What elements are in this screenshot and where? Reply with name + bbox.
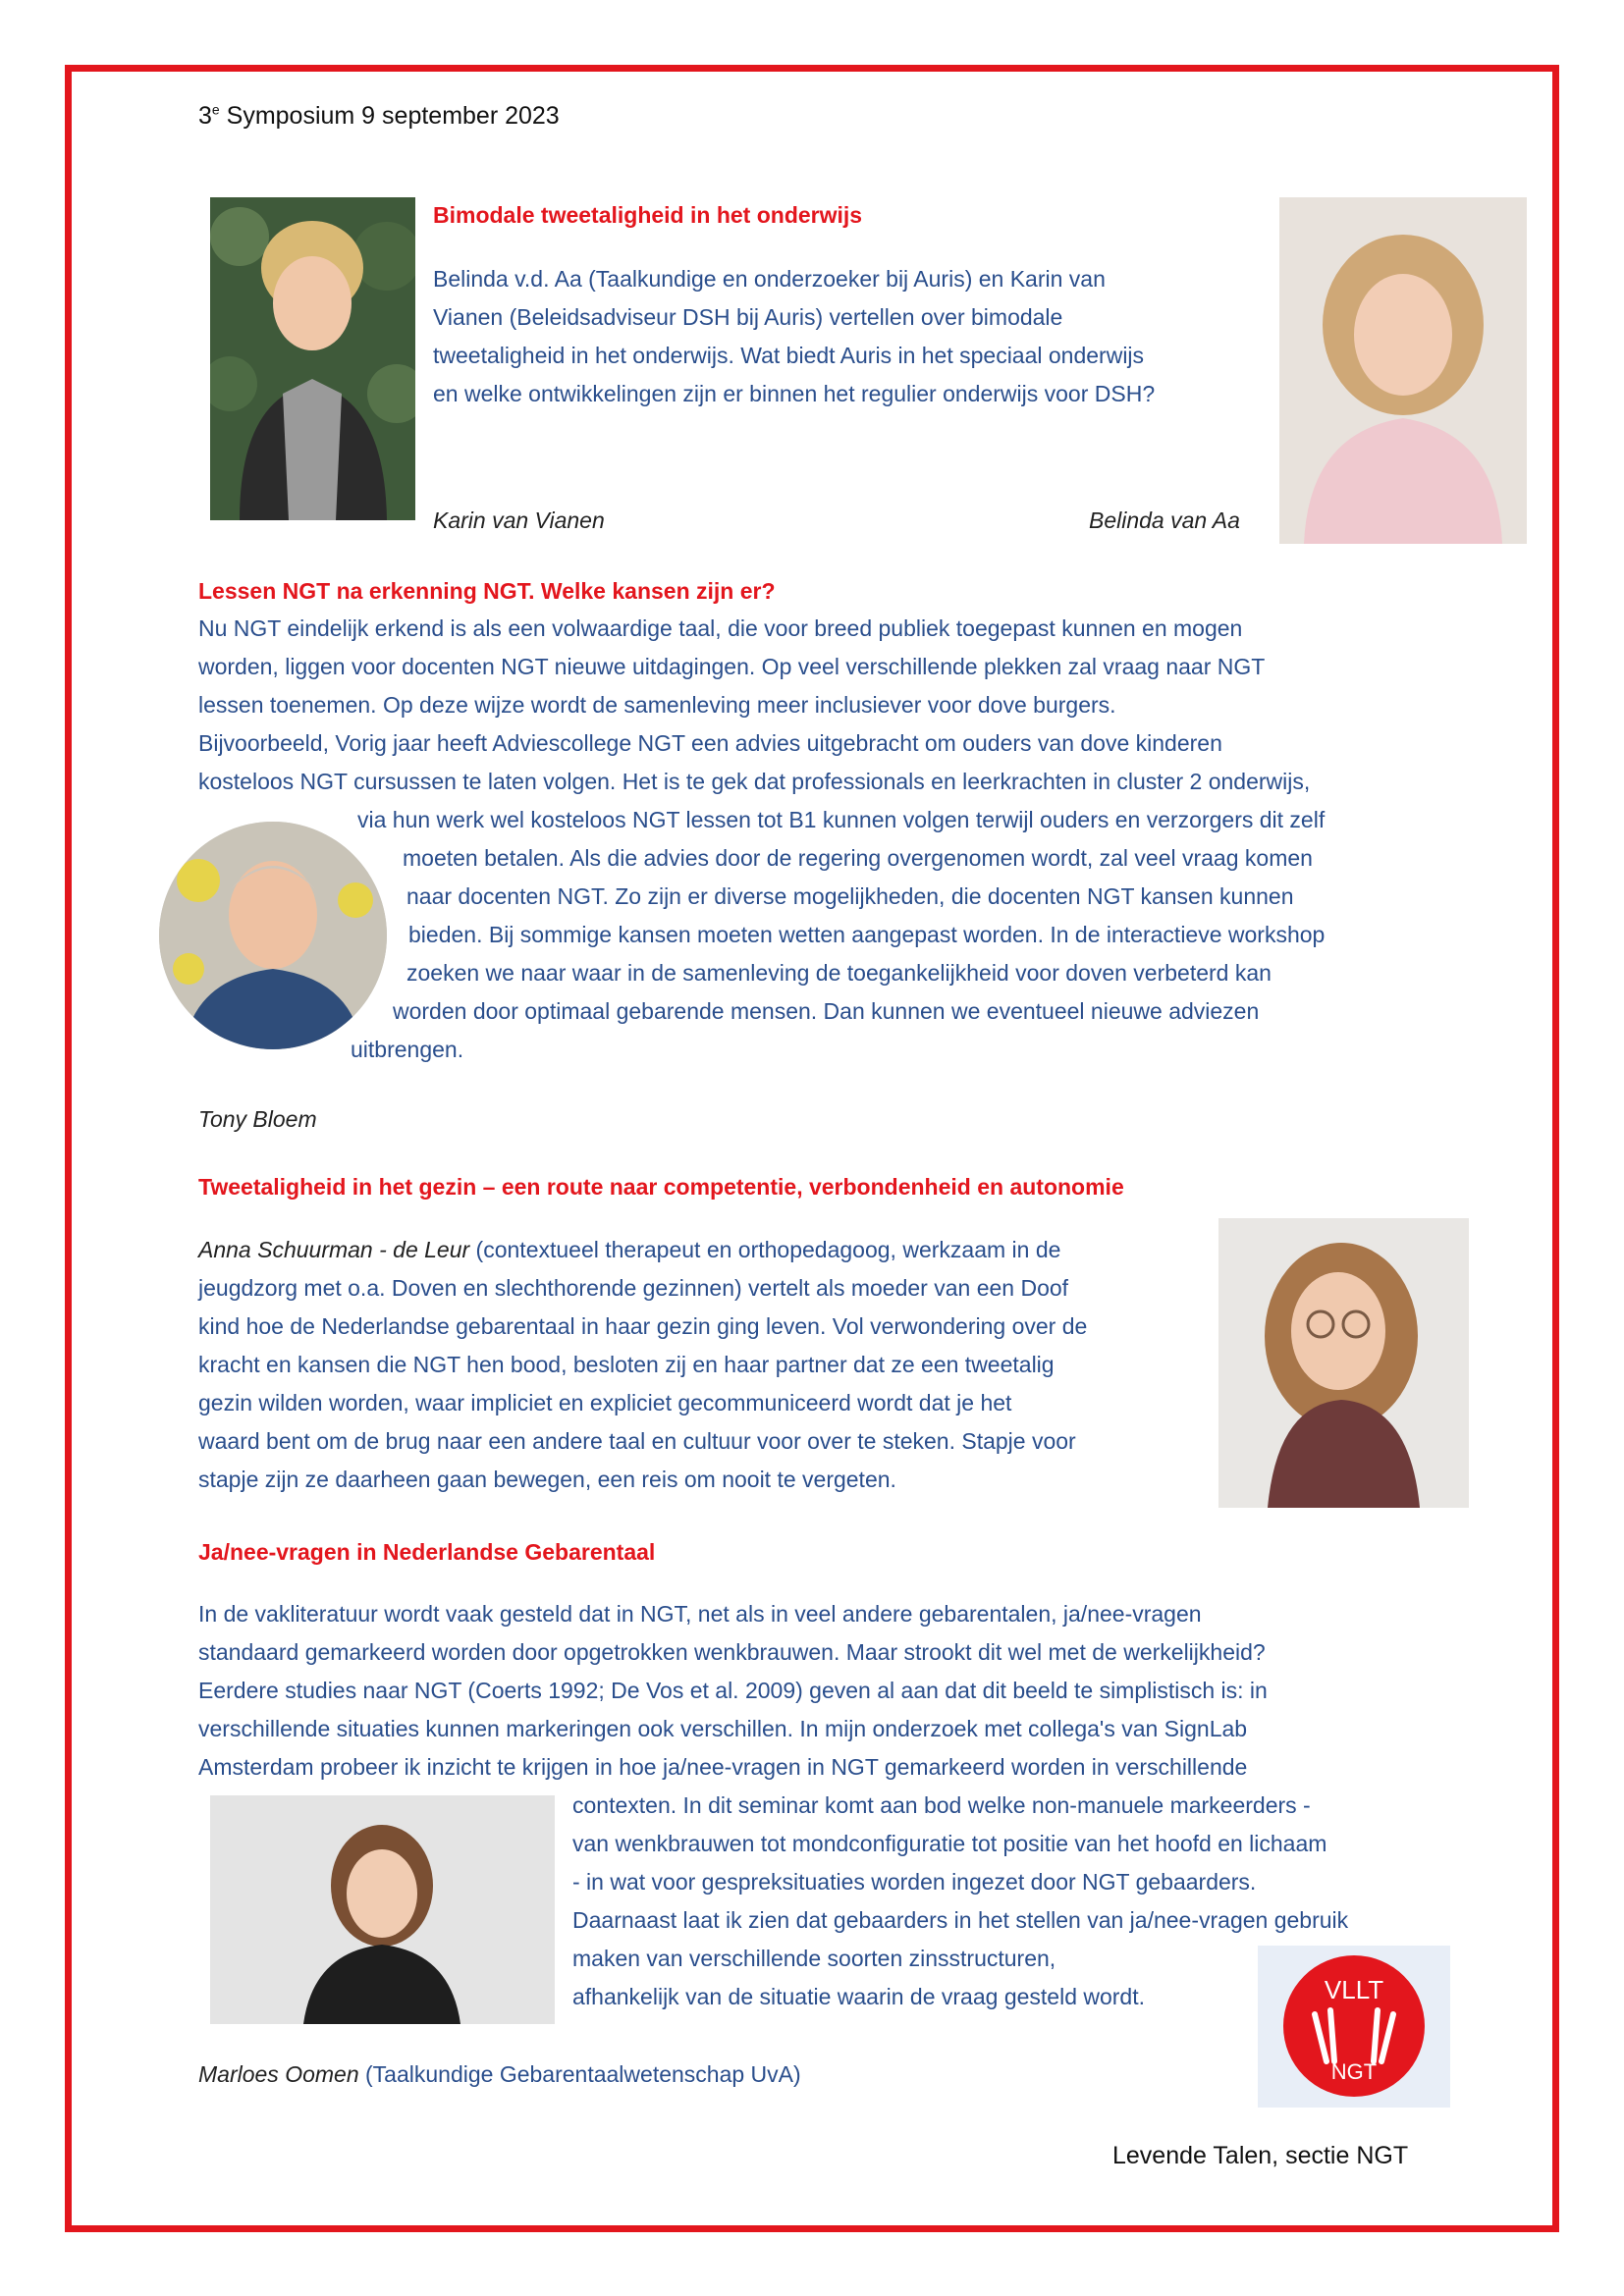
section2-line: worden, liggen voor docenten NGT nieuwe uitdagingen. Op veel verschillende plekken zal vraag naar NGT [198, 654, 1266, 679]
section2-line: lessen toenemen. Op deze wijze wordt de samenleving meer inclusiever voor dove burgers. [198, 692, 1116, 718]
tony-bloem-photo [159, 822, 387, 1049]
section4-line: standaard gemarkeerd worden door opgetrokken wenkbrauwen. Maar strookt dit wel met de werkelijkheid? [198, 1639, 1266, 1665]
section1-line: Vianen (Beleidsadviseur DSH bij Auris) vertellen over bimodale [433, 304, 1063, 330]
section4-line: maken van verschillende soorten zinsstructuren, [572, 1946, 1056, 1971]
belinda-van-aa-photo [1279, 197, 1527, 544]
caption-karin: Karin van Vianen [433, 507, 605, 533]
section2-line: Bijvoorbeeld, Vorig jaar heeft Adviescollege NGT een advies uitgebracht om ouders van dove kinderen [198, 730, 1222, 756]
section2-line: bieden. Bij sommige kansen moeten wetten aangepast worden. In de interactieve workshop [408, 922, 1326, 947]
section2-line: Nu NGT eindelijk erkend is als een volwaardige taal, die voor breed publiek toegepast kunnen en mogen [198, 615, 1243, 641]
section3-paragraph [198, 1231, 1087, 1499]
section1-line: Belinda v.d. Aa (Taalkundige en onderzoeker bij Auris) en Karin van [433, 266, 1106, 292]
section4-line: verschillende situaties kunnen markeringen ook verschillen. In mijn onderzoek met collega's van SignLab [198, 1716, 1248, 1741]
footer-organisation: Levende Talen, sectie NGT [1112, 2142, 1409, 2169]
karin-van-vianen-photo [210, 197, 415, 520]
section3-line: kind hoe de Nederlandse gebarentaal in haar gezin ging leven. Vol verwondering over de [198, 1313, 1088, 1339]
section-heading-bimodale: Bimodale tweetaligheid in het onderwijs [433, 202, 863, 228]
speaker-name-anna: Anna Schuurman - de Leur [198, 1237, 470, 1262]
section4-line: afhankelijk van de situatie waarin de vraag gesteld wordt. [572, 1984, 1146, 2009]
caption-tony: Tony Bloem [198, 1106, 317, 1132]
section3-line: gezin wilden worden, waar impliciet en expliciet gecommuniceerd wordt dat je het [198, 1390, 1012, 1415]
anna-schuurman-photo [1218, 1218, 1469, 1508]
section2-line: zoeken we naar waar in de samenleving de toegankelijkheid voor doven verbeterd kan [406, 960, 1272, 986]
marloes-oomen-photo [210, 1795, 555, 2024]
speaker-credit-marloes [198, 2059, 801, 2089]
section4-paragraph-wrap [572, 1787, 1348, 2016]
section2-line: via hun werk wel kosteloos NGT lessen tot B1 kunnen volgen terwijl ouders en verzorgers dit zelf [357, 807, 1326, 832]
section4-line: Eerdere studies naar NGT (Coerts 1992; De Vos et al. 2009) geven al aan dat dit beeld te simplistisch is: in [198, 1678, 1268, 1703]
section3-line: jeugdzorg met o.a. Doven en slechthorende gezinnen) vertelt als moeder van een Doof [198, 1275, 1069, 1301]
section-heading-tweetaligheid-gezin: Tweetaligheid in het gezin – een route naar competentie, verbondenheid en autonomie [198, 1174, 1124, 1200]
speaker-affiliation: (Taalkundige Gebarentaalwetenschap UvA) [358, 2061, 801, 2087]
section4-line: Daarnaast laat ik zien dat gebaarders in het stellen van ja/nee-vragen gebruik [572, 1907, 1349, 1933]
section4-line: - in wat voor gespreksituaties worden ingezet door NGT gebaarders. [572, 1869, 1257, 1895]
section1-paragraph [433, 260, 1155, 413]
page-title: 3e Symposium 9 september 2023 [198, 101, 560, 130]
logo-bottom-text: NGT [1330, 2059, 1378, 2084]
section2-line: naar docenten NGT. Zo zijn er diverse mogelijkheden, die docenten NGT kansen kunnen [406, 883, 1294, 909]
speaker-name-marloes: Marloes Oomen [198, 2061, 359, 2087]
section2-line: uitbrengen. [351, 1037, 464, 1062]
section2-line: kosteloos NGT cursussen te laten volgen. Het is te gek dat professionals en leerkrachten in cluster 2 onderwijs, [198, 769, 1311, 794]
section3-line: Anna Schuurman - de Leur (contextueel therapeut en orthopedagoog, werkzaam in de [198, 1237, 1061, 1262]
logo-top-text: VLLT [1324, 1975, 1384, 2004]
section2-line: moeten betalen. Als die advies door de regering overgenomen wordt, zal veel vraag komen [403, 845, 1313, 871]
section3-line: kracht en kansen die NGT hen bood, besloten zij en haar partner dat ze een tweetalig [198, 1352, 1055, 1377]
section2-paragraph-top [198, 610, 1310, 801]
section4-line: In de vakliteratuur wordt vaak gesteld dat in NGT, net als in veel andere gebarentalen, ja/nee-vragen [198, 1601, 1202, 1627]
section4-line: van wenkbrauwen tot mondconfiguratie tot positie van het hoofd en lichaam [572, 1831, 1327, 1856]
caption-belinda: Belinda van Aa [1089, 507, 1240, 533]
section1-line: en welke ontwikkelingen zijn er binnen het regulier onderwijs voor DSH? [433, 381, 1156, 406]
section3-line: waard bent om de brug naar een andere taal en cultuur voor over te steken. Stapje voor [198, 1428, 1076, 1454]
section3-line: stapje zijn ze daarheen gaan bewegen, een reis om nooit te vergeten. [198, 1467, 896, 1492]
section4-paragraph-top [198, 1595, 1268, 1787]
section2-line: worden door optimaal gebarende mensen. Dan kunnen we eventueel nieuwe adviezen [393, 998, 1260, 1024]
section-heading-ja-nee-vragen: Ja/nee-vragen in Nederlandse Gebarentaal [198, 1539, 656, 1565]
section-heading-lessen-ngt: Lessen NGT na erkenning NGT. Welke kansen zijn er? [198, 578, 776, 604]
section4-line: Amsterdam probeer ik inzicht te krijgen in hoe ja/nee-vragen in NGT gemarkeerd worden in verschillende [198, 1754, 1248, 1780]
section1-line: tweetaligheid in het onderwijs. Wat biedt Auris in het speciaal onderwijs [433, 343, 1145, 368]
vllt-ngt-logo [1258, 1946, 1450, 2108]
section4-line: contexten. In dit seminar komt aan bod welke non-manuele markeerders - [572, 1792, 1311, 1818]
